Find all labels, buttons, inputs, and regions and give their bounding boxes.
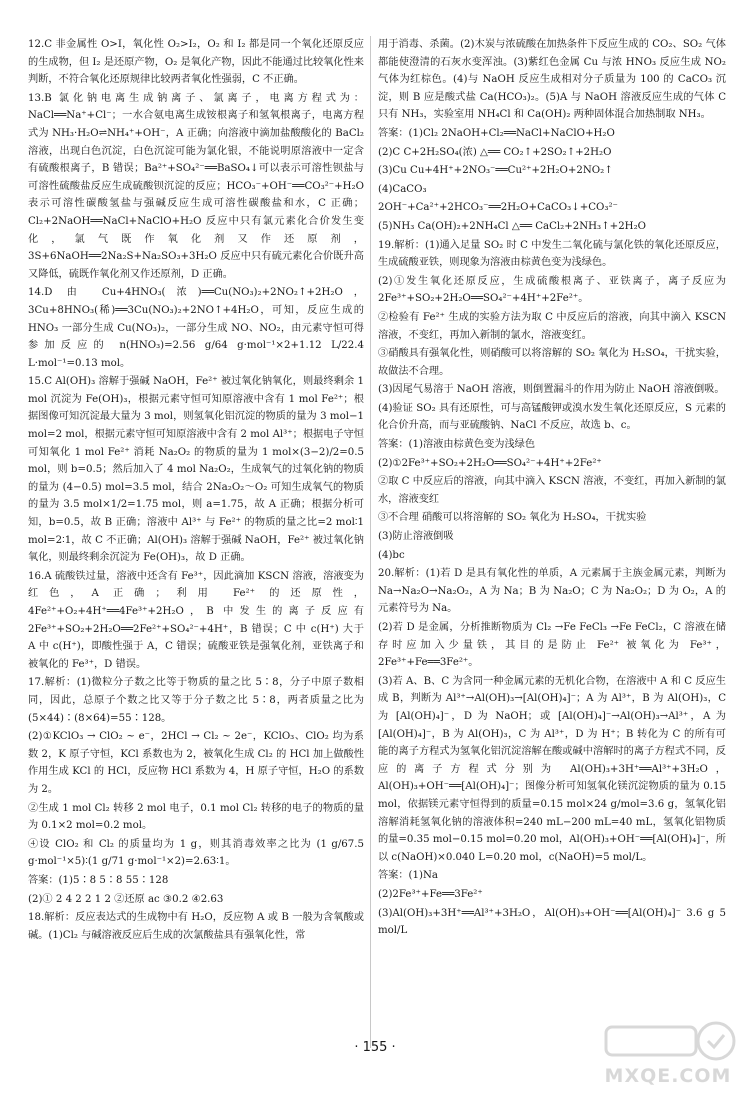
page-number: · 155 · <box>354 1040 396 1055</box>
answer-19-part1: 19.解析：(1)通入足量 SO₂ 时 C 中发生二氧化硫与氯化铁的氧化还原反应，生成硫酸亚铁，则现象为溶液由棕黄色变为浅绿色。 <box>378 239 726 269</box>
answer-17-part2: (2)①KClO₃ → ClO₂ ~ e⁻，2HCl → Cl₂ ~ 2e⁻，KClO₃、ClO₂ 均为系数 2，K 原子守恒，KCl 系数也为 2，被氧化生成 Cl₂ 的 HCl 加上做酸性作用生成 KCl 的 HCl，反应物 HCl 系数为 4，H 原子守恒，H₂O 的系数为 2。 <box>28 731 364 795</box>
answer-19-part3: ②检验有 Fe²⁺ 生成的实验方法为取 C 中反应后的溶液，向其中滴入 KSCN 溶液，不变红，再加入新制的氯水，溶液变红。 <box>378 311 726 341</box>
answer-19-key1: 答案：(1)溶液由棕黄色变为浅绿色 <box>378 439 536 451</box>
answer-20-key2: (2)2Fe³⁺+Fe══3Fe²⁺ <box>378 888 483 900</box>
answer-18-key4: (4)CaCO₃ <box>378 183 427 195</box>
answer-19-key4: ③不合理 硝酸可以将溶解的 SO₂ 氧化为 H₂SO₄，干扰实验 <box>378 512 647 524</box>
answer-20-key3: (3)Al(OH)₃+3H⁺══Al³⁺+3H₂O，Al(OH)₃+OH⁻══[Al(OH)₄]⁻ 3.6 g 5 mol/L <box>378 907 726 937</box>
answer-17-part1: 17.解析：(1)微粒分子数之比等于物质的量之比 5∶8，分子中原子数相同，因此，总原子个数之比又等于分子数之比 5∶8，两者质量之比为 (5×44)∶(8×64)=55∶128。 <box>28 677 364 724</box>
answer-17-part3: ②生成 1 mol Cl₂ 转移 2 mol 电子，0.1 mol Cl₂ 转移的电子的物质的量为 0.1×2 mol=0.2 mol。 <box>28 802 364 832</box>
answer-19-key5: (3)防止溶液倒吸 <box>378 531 454 543</box>
answer-17-part4: ④设 ClO₂ 和 Cl₂ 的质量均为 1 g，则其消毒效率之比为 (1 g/67.5 g·mol⁻¹×5)∶(1 g/71 g·mol⁻¹×2)=2.63∶1。 <box>28 838 364 868</box>
watermark-text: MXQE.COM <box>604 1065 732 1087</box>
column-divider <box>370 36 371 1048</box>
left-column <box>28 36 364 945</box>
answer-19-key6: (4)bc <box>378 549 405 561</box>
answer-17-key1: 答案：(1)5∶8 5∶8 55∶128 <box>28 874 169 886</box>
answer-16: 16.A 硫酸铁过量，溶液中还含有 Fe³⁺，因此滴加 KSCN 溶液，溶液变为红色，A 正确；利用 Fe²⁺ 的还原性，4Fe²⁺+O₂+4H⁺══4Fe³⁺+2H₂O，B 中发生的离子反应有 2Fe³⁺+SO₂+2H₂O══2Fe²⁺+SO₄²⁻+4H⁺，B 错误；C 中 c(H⁺) 大于 A 中 c(H⁺)，即酸性强于 A，C 错误；硫酸亚铁是强氧化剂，亚铁离子和被氧化的 Fe³⁺，D 错误。 <box>28 570 364 670</box>
answer-19-part6: (4)验证 SO₂ 具有还原性，可与高锰酸钾或溴水发生氧化还原反应，S 元素的化合价升高，而与亚硫酸钠、NaCl 不反应，故选 b、c。 <box>378 402 726 432</box>
answer-17-key2: (2)① 2 4 2 2 1 2 ②还原 ac ③0.2 ④2.63 <box>28 893 224 905</box>
answer-19-key3: ②取 C 中反应后的溶液，向其中滴入 KSCN 溶液，不变红，再加入新制的氯水，溶液变红 <box>378 476 726 505</box>
answer-15: 15.C Al(OH)₃ 溶解于强碱 NaOH，Fe²⁺ 被过氧化钠氧化，则最终剩余 1 mol 沉淀为 Fe(OH)₃，根据元素守恒可知原溶液中含有 1 mol Fe²⁺；根据图像可知沉淀最大量为 3 mol，则氢氧化铝沉淀的物质的量为 3 mol−1 mol=2 mol，根据元素守恒可知原溶液中含有 2 mol Al³⁺；根据电子守恒可知氧化 1 mol Fe²⁺ 消耗 Na₂O₂ 的物质的量为 1 mol×(3−2)/2=0.5 mol，则 b=0.5；然后加入了 4 mol Na₂O₂，生成氧气的过氧化钠的物质的量为 (4−0.5) mol=3.5 mol，结合 2Na₂O₂～O₂ 可知生成氧气的物质的量为 3.5 mol×1/2=1.75 mol，则 a=1.75，故 A 正确；根据分析可知，b=0.5，故 B 正确；溶液中 Al³⁺ 与 Fe²⁺ 的物质的量之比=2 mol∶1 mol=2∶1，故 C 不正确；Al(OH)₃ 溶解于强碱 NaOH，Fe²⁺ 被过氧化钠氧化，则最终剩余沉淀为 Fe(OH)₃，故 D 正确。 <box>28 376 364 564</box>
answer-18-key1: 答案：(1)Cl₂ 2NaOH+Cl₂══NaCl+NaClO+H₂O <box>378 127 615 139</box>
answer-20-key1: 答案：(1)Na <box>378 870 438 882</box>
answer-18-key2: (2)C C+2H₂SO₄(浓) △══ CO₂↑+2SO₂↑+2H₂O <box>378 146 612 158</box>
watermark-logo <box>598 1017 738 1087</box>
right-column <box>378 36 726 941</box>
answer-18-cont: 用于消毒、杀菌。(2)木炭与浓硫酸在加热条件下反应生成的 CO₂、SO₂ 气体都能使澄清的石灰水变浑浊。(3)紫红色金属 Cu 与浓 HNO₃ 反应生成 NO₂ 气体为红棕色。(4)与 NaOH 反应生成相对分子质量为 100 的 CaCO₃ 沉淀，则 B 应是酸式盐 Ca(HCO₃)₂。(5)A 与 NaOH 溶液反应生成的气体 C 只有 NH₃，实验室用 NH₄Cl 和 Ca(OH)₂ 两种固体混合加热制取 NH₃。 <box>378 39 726 121</box>
answer-19-part5: (3)因尾气易溶于 NaOH 溶液，则倒置漏斗的作用为防止 NaOH 溶液倒吸。 <box>378 384 725 396</box>
answer-19-part4: ③硝酸具有强氧化性，则硝酸可以将溶解的 SO₂ 氧化为 H₂SO₄，干扰实验，故做法不合理。 <box>378 348 726 377</box>
answer-20-part3: (3)若 A、B、C 为含同一种金属元素的无机化合物，在溶液中 A 和 C 反应生成 B，判断为 Al³⁺→Al(OH)₃→[Al(OH)₄]⁻；A 为 Al³⁺，B 为 Al(OH)₃，C 为 [Al(OH)₄]⁻，D 为 NaOH；或 [Al(OH)₄]⁻→Al(OH)₃→Al³⁺，A 为 [Al(OH)₄]⁻，B 为 Al(OH)₃，C 为 Al³⁺，D 为 H⁺；B 转化为 C 的所有可能的离子方程式为氢氧化铝沉淀溶解在酸或碱中溶解时的离子方程式不同，反应的离子方程式分别为 Al(OH)₃+3H⁺══Al³⁺+3H₂O，Al(OH)₃+OH⁻══[Al(OH)₄]⁻；图像分析可知氢氧化镁沉淀物质的量为 0.15 mol，依据镁元素守恒得到的质量=0.15 mol×24 g/mol=3.6 g，氢氧化铝溶解消耗氢氧化钠的溶液体积=240 mL−200 mL=40 mL，氢氧化铝物质的量=0.35 mol−0.15 mol=0.20 mol，Al(OH)₃+OH⁻══[Al(OH)₄]⁻，所以 c(NaOH)×0.040 L=0.20 mol，c(NaOH)=5 mol/L。 <box>378 675 726 863</box>
answer-14: 14.D 由 Cu+4HNO₃(浓)══Cu(NO₃)₂+2NO₂↑+2H₂O，3Cu+8HNO₃(稀)══3Cu(NO₃)₂+2NO↑+4H₂O，可知，反应生成的 HNO₃ 一部分生成 Cu(NO₃)₂，一部分生成 NO、NO₂，由元素守恒可得参加反应的 n(HNO₃)=2.56 g/64 g·mol⁻¹×2+1.12 L/22.4 L·mol⁻¹=0.13 mol。 <box>28 287 364 369</box>
answer-19-part2: (2)①发生氧化还原反应，生成硫酸根离子、亚铁离子，离子反应为 2Fe³⁺+SO₂+2H₂O══SO₄²⁻+4H⁺+2Fe²⁺。 <box>378 275 726 305</box>
answer-18-key3: (3)Cu Cu+4H⁺+2NO₃⁻══Cu²⁺+2H₂O+2NO₂↑ <box>378 165 613 177</box>
answer-19-key2: (2)①2Fe³⁺+SO₂+2H₂O══SO₄²⁻+4H⁺+2Fe²⁺ <box>378 457 602 469</box>
answer-18-start: 18.解析：反应表达式的生成物中有 H₂O，反应物 A 或 B 一般为含氧酸或碱。(1)Cl₂ 与碱溶液反应后生成的次氯酸盐具有强氧化性，常 <box>28 912 364 941</box>
answer-18-key5: (5)NH₃ Ca(OH)₂+2NH₄Cl △══ CaCl₂+2NH₃↑+2H₂O <box>378 220 646 232</box>
answer-12: 12.C 非金属性 O>I，氧化性 O₂>I₂，O₂ 和 I₂ 都是同一个氧化还原反应的生成物，但 I₂ 是还原产物，O₂ 是氧化产物，因此不能通过比较氧化性来判断，不符合氧化还原规律比较两者氧化性强弱，C 不正确。 <box>28 39 364 86</box>
answer-20-part2: (2)若 D 是金属，分析推断物质为 Cl₂ →Fe FeCl₃ →Fe FeCl₂，C 溶液在储存时应加入少量铁，其目的是防止 Fe²⁺ 被氧化为 Fe³⁺，2Fe³⁺+Fe══3Fe²⁺。 <box>378 622 726 669</box>
answer-18-key4-eq: 2OH⁻+Ca²⁺+2HCO₃⁻══2H₂O+CaCO₃↓+CO₃²⁻ <box>378 202 618 214</box>
watermark-icon <box>598 1017 738 1065</box>
answer-20-part1: 20.解析：(1)若 D 是具有氧化性的单质，A 元素属于主族金属元素，判断为 Na→Na₂O→Na₂O₂，A 为 Na；B 为 Na₂O；C 为 Na₂O₂；D 为 O₂，A 的元素符号为 Na。 <box>378 568 726 615</box>
answer-13: 13.B 氯化钠电离生成钠离子、氯离子，电离方程式为：NaCl══Na⁺+Cl⁻；一水合氨电离生成铵根离子和氢氧根离子，电离方程式为 NH₃·H₂O⇌NH₄⁺+OH⁻，A 正确；向溶液中滴加盐酸酸化的 BaCl₂ 溶液，出现白色沉淀，白色沉淀可能为氯化银，不能说明原溶液中一定含有硫酸根离子，B 错误；Ba²⁺+SO₄²⁻══BaSO₄↓可以表示可溶性钡盐与可溶性硫酸盐反应生成硫酸钡沉淀的反应；HCO₃⁻+OH⁻══CO₃²⁻+H₂O 表示可溶性碳酸氢盐与强碱反应生成可溶性碳酸盐和水，C 正确；Cl₂+2NaOH══NaCl+NaClO+H₂O 反应中只有氯元素化合价发生变化，氯气既作氧化剂又作还原剂，3S+6NaOH══2Na₂S+Na₂SO₃+3H₂O 反应中只有硫元素化合价既升高又降低，硫既作氧化剂又作还原剂，D 正确。 <box>28 92 364 280</box>
